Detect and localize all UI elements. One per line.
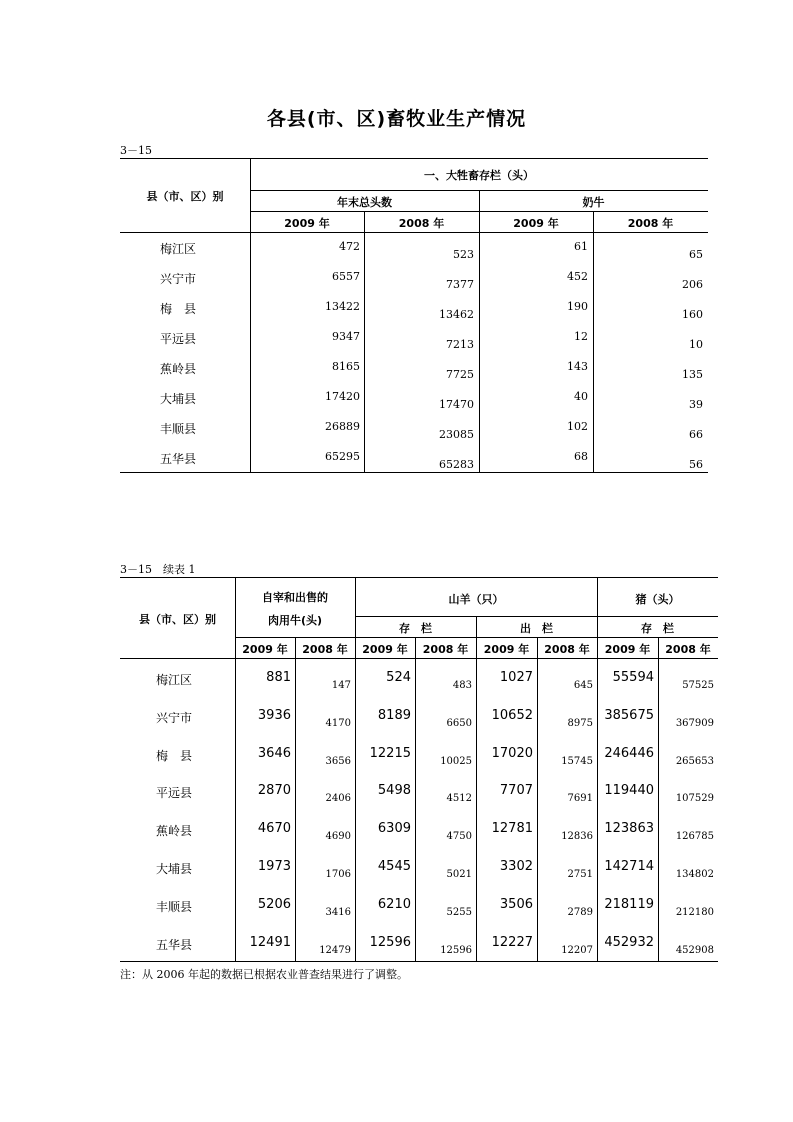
table2-beef-line2: 肉用牛(头) bbox=[267, 614, 323, 627]
table2-year-header: 2008 年 bbox=[665, 643, 711, 656]
table2-cell: 8975 bbox=[567, 717, 593, 729]
table2-row-label: 梅江区 bbox=[156, 673, 193, 687]
table2-cell: 2406 bbox=[325, 793, 351, 805]
table2-year-header: 2008 年 bbox=[302, 643, 348, 656]
table1-cell: 13462 bbox=[439, 308, 474, 321]
table2-year-header: 2009 年 bbox=[483, 643, 530, 656]
table1-cell: 8165 bbox=[332, 360, 360, 373]
table2-cell: 218119 bbox=[604, 896, 654, 912]
table2-cell: 10652 bbox=[491, 707, 533, 723]
table2-row-header: 县（市、区）别 bbox=[139, 613, 216, 626]
table2-cell: 6210 bbox=[377, 896, 411, 912]
table2-header-line-1 bbox=[355, 616, 718, 617]
table1-cell: 13422 bbox=[325, 300, 360, 313]
table2-cell: 57525 bbox=[682, 680, 714, 691]
table1-row-label: 梅 县 bbox=[160, 302, 197, 316]
table2-row-label: 丰顺县 bbox=[156, 899, 193, 914]
table1-cell: 66 bbox=[689, 428, 703, 441]
table1-cell: 9347 bbox=[332, 330, 360, 343]
table2-cell: 4670 bbox=[257, 821, 291, 837]
table2-cell: 6309 bbox=[377, 821, 411, 837]
table2-cell: 55594 bbox=[612, 670, 654, 685]
table2-cell: 4545 bbox=[377, 859, 411, 874]
table1-row-label: 兴宁市 bbox=[160, 272, 197, 286]
table1-year-2009-a: 2009 年 bbox=[284, 217, 330, 230]
table1-cell: 10 bbox=[689, 338, 703, 351]
table2-cell: 2870 bbox=[257, 783, 291, 799]
table1-cell: 39 bbox=[689, 398, 703, 411]
table2-cell: 12596 bbox=[440, 944, 472, 956]
table1-cell: 23085 bbox=[439, 428, 474, 441]
table2-cell: 1027 bbox=[499, 670, 533, 685]
table1-sub-total: 年末总头数 bbox=[337, 196, 392, 209]
table2-beef-line1: 自宰和出售的 bbox=[262, 591, 328, 604]
table1-cell: 452 bbox=[567, 270, 588, 283]
table2-cell: 8189 bbox=[377, 707, 411, 723]
table2-cell: 4750 bbox=[446, 831, 472, 843]
table2-cell: 3506 bbox=[499, 896, 533, 912]
table1-cell: 65295 bbox=[325, 450, 360, 463]
table1-row-label: 梅江区 bbox=[160, 242, 197, 256]
table1-cell: 135 bbox=[682, 368, 703, 381]
table2-cell: 3936 bbox=[257, 707, 291, 723]
table1-cell: 56 bbox=[689, 458, 703, 471]
table2-cell: 452908 bbox=[675, 944, 714, 956]
table2-cell: 881 bbox=[266, 670, 291, 685]
table2-bottom-border bbox=[120, 961, 718, 962]
table1-cell: 7377 bbox=[446, 278, 474, 291]
table2-cell: 3416 bbox=[325, 906, 351, 918]
table2-cell: 134802 bbox=[675, 869, 714, 880]
table1-cell: 26889 bbox=[325, 420, 360, 433]
table2-goat-stock: 存 栏 bbox=[399, 622, 432, 635]
table2-cell: 645 bbox=[573, 680, 593, 691]
table2-cell: 7691 bbox=[567, 793, 593, 805]
table2-cell: 107529 bbox=[675, 793, 714, 805]
table2-cell: 119440 bbox=[604, 783, 654, 799]
table1-cell: 102 bbox=[567, 420, 588, 433]
table2-cell: 5021 bbox=[446, 869, 472, 880]
table2-cell: 385675 bbox=[604, 707, 654, 723]
table1-cell: 7213 bbox=[446, 338, 474, 351]
table2-cell: 4512 bbox=[446, 793, 472, 805]
table2-cell: 12215 bbox=[369, 745, 411, 761]
table2-cell: 212180 bbox=[675, 906, 714, 918]
table2-cell: 147 bbox=[331, 680, 351, 691]
table1-year-2008-a: 2008 年 bbox=[398, 217, 445, 230]
table2-pig-stock: 存 栏 bbox=[641, 622, 674, 635]
table1-cell: 523 bbox=[453, 248, 474, 261]
table2-cell: 12227 bbox=[491, 934, 533, 950]
table2-pig-header: 猪（头） bbox=[635, 593, 680, 606]
table1-row-label: 五华县 bbox=[160, 452, 197, 466]
table2-header-bottom bbox=[120, 658, 718, 659]
table2-cell: 15745 bbox=[561, 755, 593, 767]
table2-cell: 12207 bbox=[561, 944, 593, 956]
table2-cell: 12781 bbox=[491, 821, 533, 837]
table1-cell: 65283 bbox=[439, 458, 474, 471]
table2-cell: 5498 bbox=[377, 783, 411, 799]
table2-cell: 123863 bbox=[604, 821, 654, 837]
table2-cell: 3656 bbox=[325, 755, 351, 767]
table2-row-label: 兴宁市 bbox=[156, 710, 193, 725]
table1-group-header: 一、大牲畜存栏（头） bbox=[424, 169, 534, 182]
table2-cell: 126785 bbox=[675, 831, 714, 843]
table2-cell: 2789 bbox=[567, 906, 593, 918]
table2-row-label: 梅 县 bbox=[156, 748, 193, 763]
table1-cell: 6557 bbox=[332, 270, 360, 283]
table2-top-border bbox=[120, 577, 718, 578]
table1-cell: 472 bbox=[339, 240, 360, 253]
footnote: 注：从 2006 年起的数据已根据农业普查结果进行了调整。 bbox=[120, 968, 408, 981]
table1-vline-3 bbox=[593, 211, 594, 472]
table2-cell: 12479 bbox=[319, 944, 351, 956]
table2-year-header: 2009 年 bbox=[242, 643, 288, 656]
table2-code: 3－15 续表 1 bbox=[120, 563, 196, 576]
table1-vline-1 bbox=[364, 211, 365, 472]
table1-vline-2 bbox=[479, 190, 480, 472]
table2-year-header: 2008 年 bbox=[422, 643, 469, 656]
table1-year-2009-b: 2009 年 bbox=[513, 217, 559, 230]
table1-cell: 40 bbox=[574, 390, 588, 403]
table1-code: 3－15 bbox=[120, 144, 152, 157]
table2-row-label: 大埔县 bbox=[156, 862, 193, 876]
table2-cell: 6650 bbox=[446, 717, 472, 729]
table2-row-label: 平远县 bbox=[156, 786, 193, 801]
table2-year-header: 2009 年 bbox=[362, 643, 408, 656]
table2-cell: 5255 bbox=[446, 906, 472, 918]
table2-cell: 3646 bbox=[257, 745, 291, 761]
table2-cell: 142714 bbox=[604, 859, 654, 874]
table1-row-label: 蕉岭县 bbox=[160, 362, 197, 376]
table2-cell: 3302 bbox=[499, 859, 533, 874]
table2-cell: 452932 bbox=[604, 934, 654, 950]
table2-goat-header: 山羊（只） bbox=[448, 593, 504, 606]
table1-header-bottom bbox=[120, 232, 708, 233]
table1-cell: 68 bbox=[574, 450, 588, 463]
table1-row-label: 丰顺县 bbox=[160, 422, 197, 436]
page-title: 各县(市、区)畜牧业生产情况 bbox=[266, 108, 527, 130]
table2-cell: 246446 bbox=[604, 745, 654, 761]
table1-row-header: 县（市、区）别 bbox=[146, 190, 224, 203]
table1-sub-milk: 奶牛 bbox=[582, 196, 605, 209]
table2-cell: 483 bbox=[452, 680, 472, 691]
table2-goat-out: 出 栏 bbox=[520, 622, 553, 635]
table2-cell: 367909 bbox=[675, 717, 714, 729]
table1-cell: 65 bbox=[689, 248, 703, 261]
table1-cell: 17470 bbox=[439, 398, 474, 411]
table1-row-label: 平远县 bbox=[160, 332, 197, 346]
table2-cell: 1706 bbox=[325, 869, 351, 880]
table1-bottom-border bbox=[120, 472, 708, 473]
table2-cell: 1973 bbox=[257, 859, 291, 874]
table1-cell: 160 bbox=[682, 308, 703, 321]
table2-cell: 4170 bbox=[325, 717, 351, 729]
table2-cell: 12836 bbox=[561, 831, 593, 843]
table1-cell: 7725 bbox=[446, 368, 474, 381]
table2-cell: 265653 bbox=[675, 755, 714, 767]
table1-top-border bbox=[120, 158, 708, 159]
table1-year-2008-b: 2008 年 bbox=[627, 217, 674, 230]
table2-cell: 2751 bbox=[567, 869, 593, 880]
table2-year-header: 2008 年 bbox=[544, 643, 590, 656]
table2-cell: 17020 bbox=[491, 745, 533, 761]
table2-year-header: 2009 年 bbox=[604, 643, 651, 656]
table2-cell: 12596 bbox=[369, 934, 411, 950]
table1-cell: 61 bbox=[574, 240, 588, 253]
table1-row-label: 大埔县 bbox=[160, 392, 197, 406]
table2-row-label: 蕉岭县 bbox=[156, 824, 193, 839]
table2-cell: 10025 bbox=[440, 755, 472, 767]
table2-cell: 7707 bbox=[499, 783, 533, 799]
table2-cell: 524 bbox=[386, 670, 411, 685]
table2-cell: 12491 bbox=[249, 934, 291, 950]
table1-cell: 12 bbox=[574, 330, 588, 343]
table1-cell: 206 bbox=[682, 278, 703, 291]
table2-cell: 5206 bbox=[257, 896, 291, 912]
table2-row-label: 五华县 bbox=[156, 937, 193, 952]
table2-cell: 4690 bbox=[325, 831, 351, 843]
table1-cell: 190 bbox=[567, 300, 588, 313]
table1-cell: 143 bbox=[567, 360, 588, 373]
table1-cell: 17420 bbox=[325, 390, 360, 403]
